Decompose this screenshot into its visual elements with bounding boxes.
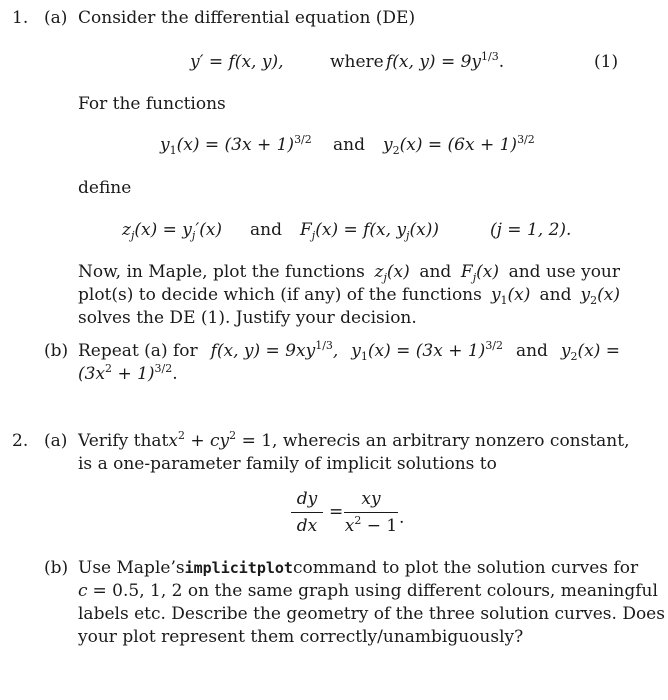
- paragraph-line-3: solves the DE (1). Justify your decision.: [78, 308, 417, 328]
- fraction-period: .: [399, 508, 405, 528]
- zj-definition: $z_j(x) = y_j'(x)$: [122, 220, 223, 242]
- fraction-rhs-denominator: $x^2 - 1$: [344, 514, 398, 536]
- for-functions-text: For the functions: [78, 94, 226, 114]
- paragraph-line-1: Now, in Maple, plot the functions $z_j(x)$ and $F_j(x)$ and use your: [78, 262, 620, 284]
- problem-2a-label: (a): [44, 431, 68, 451]
- equation-1-where: where: [330, 52, 384, 72]
- fraction-rhs-numerator: xy: [361, 489, 381, 509]
- fraction-dy-dx-denominator: dx: [296, 516, 318, 536]
- problem-1b-label: (b): [44, 341, 69, 361]
- fraction-xy-over-x2-minus-1: [344, 489, 398, 536]
- equation-1-f: f(x, $y) = 9y^{1/3}$.: [386, 50, 505, 72]
- y1-definition: $y_1(x) = (3x + 1)^{3/2}$: [160, 133, 312, 157]
- and-connector-2: and: [250, 220, 282, 240]
- Fj-definition: $F_j(x) = f(x$, $y_j(x)$): [300, 220, 439, 242]
- problem-2b-label: (b): [44, 558, 69, 578]
- j-range: (j = 1, 2).: [490, 220, 572, 240]
- problem-2b-line-2: c = 0.5, 1, 2 on the same graph using different colours, meaningful: [78, 581, 658, 601]
- equals-sign: =: [329, 502, 344, 522]
- problem-1a-label: (a): [44, 8, 68, 28]
- problem-1b-line-1: Repeat (a) for f(x, $y) = 9xy^{1/3}$, $y_1(x) = (3x + 1)^{3/2}$ and $y_2(x)$ =: [78, 339, 620, 363]
- and-connector-1: and: [333, 135, 365, 155]
- implicitplot-command: implicitplot: [184, 559, 293, 577]
- problem-2a-line-1: Verify that $x^2 + cy^2 = 1$, where c is an arbitrary nonzero constant,: [78, 429, 630, 451]
- problem-1b-line-2: $(3x^2 + 1)^{3/2}$.: [78, 362, 178, 384]
- define-text: define: [78, 178, 132, 198]
- fraction-dy-dx-numerator: dy: [296, 489, 318, 509]
- problem-2a-line-2: is a one-parameter family of implicit solutions to: [78, 454, 497, 474]
- problem-2b-line-1: Use Maple’s implicitplot command to plot the solution curves for: [78, 558, 639, 578]
- problem-1a-intro: Consider the differential equation (DE): [78, 8, 416, 28]
- problem-2-number: 2.: [12, 431, 29, 451]
- problem-2b-line-3: labels etc. Describe the geometry of the three solution curves. Does: [78, 604, 665, 624]
- equation-1-lhs: y′ = f(x, y),: [190, 52, 284, 72]
- y2-definition: $y_2(x) = (6x + 1)^{3/2}$: [383, 133, 535, 157]
- fraction-dy-dx: [291, 489, 323, 536]
- problem-1-number: 1.: [12, 8, 29, 28]
- problem-2b-line-4: your plot represent them correctly/unambiguously?: [78, 627, 524, 647]
- equation-number-1: (1): [594, 52, 619, 72]
- paragraph-line-2: plot(s) to decide which (if any) of the functions $y_1(x)$ and $y_2(x)$: [78, 285, 620, 307]
